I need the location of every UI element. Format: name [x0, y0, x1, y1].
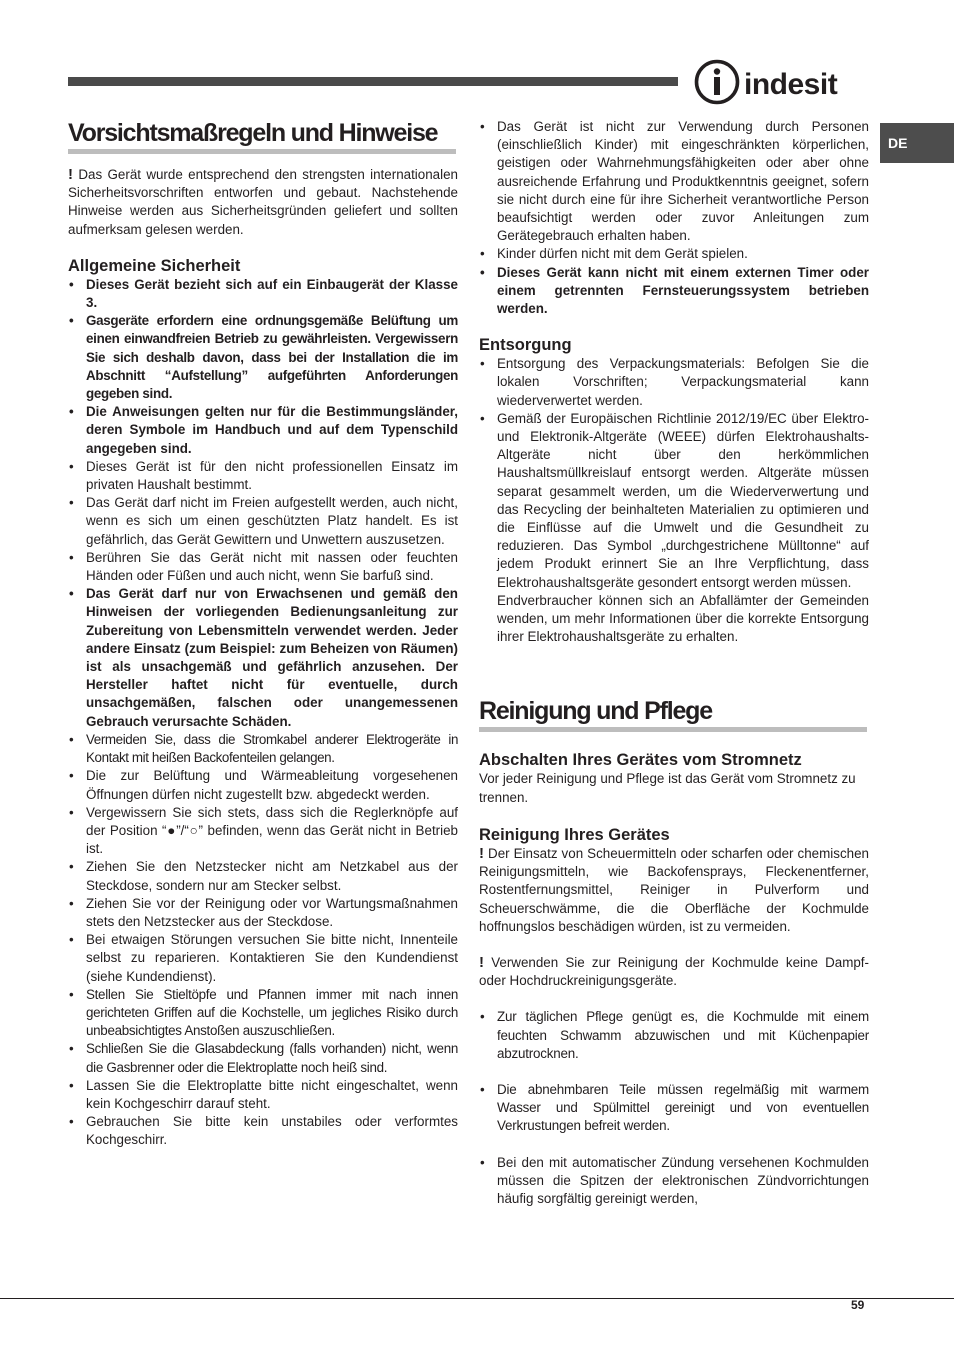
- safety-list: [68, 276, 458, 1150]
- list-item: • Dieses Gerät kann nicht mit einem externen Timer oder einem getrennten Fernsteuerungssystem betrieben werden.: [479, 264, 869, 319]
- list-item: • Gebrauchen Sie bitte kein unstabiles oder verformtes Kochgeschirr.: [68, 1113, 458, 1149]
- list-item: • Lassen Sie die Elektroplatte bitte nicht eingeschaltet, wenn kein Kochgeschirr darauf steht.: [68, 1077, 458, 1113]
- list-item: • Die Anweisungen gelten nur für die Bestimmungsländer, deren Symbole im Handbuch und auf dem Typenschild angegeben sind.: [68, 403, 458, 458]
- disposal-note: Endverbraucher können sich an Abfallämter der Gemeinden wenden, um mehr Informationen über die korrekte Entsorgung ihrer Elektrohaushaltsgeräte zu erhalten.: [497, 592, 869, 645]
- list-item: • Bei etwaigen Störungen versuchen Sie bitte nicht, Innenteile selbst zu reparieren. Kontaktieren Sie den Kundendienst (siehe Kundendienst).: [68, 931, 458, 986]
- footer-rule: [0, 1298, 954, 1299]
- intro-text: Das Gerät wurde entsprechend den strengsten internationalen Sicherheitsvorschriften entworfen und gebaut. Nachstehende Hinweise werden aus Sicherheitsgründen geliefert und sollten aufmerksam gelesen werden.: [68, 167, 458, 237]
- list-item: • Das Gerät ist nicht zur Verwendung durch Personen (einschließlich Kinder) mit eingeschränkten körperlichen, geistigen oder Wahrnehmungsfähigkeiten oder aber ohne ausreichende Erfahrung und Produktkenntnis geeignet, sofern sie nicht durch eine für ihre Sicherheit verantwortliche Person beaufsichtigt werden oder zuvor Anleitungen zum Gerätegebrauch erhalten haben.: [479, 118, 869, 245]
- list-item: • Dieses Gerät ist für den nicht professionellen Einsatz im privaten Haushalt bestimmt.: [68, 458, 458, 494]
- section-title-cleaning: Reinigung Ihres Gerätes: [479, 825, 670, 844]
- section-title-disposal: Entsorgung: [479, 336, 572, 355]
- header-rule: [68, 77, 678, 86]
- list-item: • Ziehen Sie den Netzstecker nicht am Netzkabel aus der Steckdose, sondern nur am Stecker selbst.: [68, 858, 458, 894]
- list-item: • Das Gerät darf nicht im Freien aufgestellt werden, auch nicht, wenn es sich um einen geschützten Platz handelt. Es ist gefährlich, das Gerät Gewittern und Unwettern auszusetzen.: [68, 494, 458, 549]
- list-item: • Zur täglichen Pflege genügt es, die Kochmulde mit einem feuchten Schwamm abzuwischen und mit Küchenpapier abzutrocknen.: [479, 1008, 869, 1063]
- care-list: [479, 1008, 869, 1208]
- warning-mark: !: [68, 166, 73, 183]
- list-item: • Berühren Sie das Gerät nicht mit nassen oder feuchten Händen oder Füßen und auch nicht, wenn Sie barfuß sind.: [68, 549, 458, 585]
- list-item: • Gemäß der Europäischen Richtlinie 2012/19/EC über Elektro- und Elektronik-Altgeräte (WEEE) dürfen Elektrohaushalts-Altgeräte nicht über den herkömmlichen Haushaltsmüllkreislauf entsorgt werden. Altgeräte müssen separat gesammelt werden, um die Wiederverwertung und das Recycling der beinhalteten Materialien zu optimieren und die Einflüsse auf die Umwelt und die Gesundheit zu reduzieren. Das Symbol „durchgestrichene Mülltonne“ auf jedem Produkt erinnert Sie an Ihre Verpflichtung, dass Elektrohaushaltsgeräte gesondert entsorgt werden müssen.: [479, 410, 869, 592]
- indesit-logo: [694, 58, 870, 106]
- list-item: • Schließen Sie die Glasabdeckung (falls vorhanden) nicht, wenn die Gasbrenner oder die Elektroplatte noch heiß sind.: [68, 1040, 458, 1076]
- section-title-general-safety: Allgemeine Sicherheit: [68, 256, 241, 275]
- svg-text:indesit: indesit: [744, 68, 838, 101]
- section-title-cleaning-care: Reinigung und Pflege: [479, 696, 867, 732]
- list-item: • Vermeiden Sie, dass die Stromkabel anderer Elektrogeräte in Kontakt mit heißen Backofenteilen gelangen.: [68, 731, 458, 767]
- list-item: • Entsorgung des Verpackungsmaterials: Befolgen Sie die lokalen Vorschriften; Verpackungsmaterial kann wiederverwertet werden.: [479, 355, 869, 410]
- list-item: • Bei den mit automatischer Zündung versehenen Kochmulden müssen die Spitzen der elektronischen Zündvorrichtungen häufig sorgfältig gereinigt werden,: [479, 1154, 869, 1209]
- page-title: Vorsichtsmaßregeln und Hinweise: [68, 118, 456, 154]
- list-item: • Dieses Gerät bezieht sich auf ein Einbaugerät der Klasse 3.: [68, 276, 458, 312]
- list-item: • Vergewissern Sie sich stets, dass sich die Reglerknöpfe auf der Position “●”/“○” befinden, wenn das Gerät nicht in Betrieb ist.: [68, 804, 458, 859]
- section-title-disconnect: Abschalten Ihres Gerätes vom Stromnetz: [479, 751, 802, 770]
- list-item: • Kinder dürfen nicht mit dem Gerät spielen.: [479, 245, 869, 263]
- warning-paragraph: [479, 954, 869, 990]
- list-item: • Das Gerät darf nur von Erwachsenen und gemäß den Hinweisen der vorliegenden Bedienungsanleitung zur Zubereitung von Lebensmitteln verwendet werden. Jeder andere Einsatz (zum Beispiel: zum Beheizen von Räumen) ist als unsachgemäß und gefährlich anzusehen. Der Hersteller haftet nicht für eventuelle, durch unsachgemäßen, falschen oder unangemessenen Gebrauch verursachte Schäden.: [68, 585, 458, 731]
- list-item: • Stellen Sie Stieltöpfe und Pfannen immer mit nach innen gerichteten Griffen auf die Kochstelle, um jegliches Risiko durch unbeabsichtigtes Anstoßen auszuschließen.: [68, 986, 458, 1041]
- warning-text: Der Einsatz von Scheuermitteln oder scharfen oder chemischen Reinigungsmitteln, wie Backofensprays, Fleckenentferner, Rostentfernungsmittel, Reiniger in Pulverform und Scheuerschwämme, die die Oberfläche der Kochmulde hoffnungslos beschädigen würden, ist zu vermeiden.: [479, 845, 869, 934]
- disconnect-text: Vor jeder Reinigung und Pflege ist das Gerät vom Stromnetz zu trennen.: [479, 771, 856, 805]
- left-column: [68, 118, 458, 1150]
- list-item: • Die abnehmbaren Teile müssen regelmäßig mit warmem Wasser und Spülmittel gereinigt und von eventuellen Verkrustungen befreit werden.: [479, 1081, 869, 1136]
- right-column: [479, 118, 869, 1208]
- page-number: 59: [851, 1298, 865, 1312]
- safety-list-continued: [479, 118, 869, 318]
- warning-paragraph: [479, 845, 869, 936]
- warning-text: Verwenden Sie zur Reinigung der Kochmulde keine Dampf- oder Hochdruckreinigungsgeräte.: [479, 954, 869, 989]
- language-tab: DE: [880, 123, 954, 163]
- list-item: • Gasgeräte erfordern eine ordnungsgemäße Belüftung um einen einwandfreien Betrieb zu gewährleisten. Vergewissern Sie sich deshalb davon, dass bei der Installation die im Abschnitt “Aufstellung” aufgeführten Anforderungen gegeben sind.: [68, 312, 458, 403]
- warning-mark: !: [479, 953, 484, 971]
- list-item: • Die zur Belüftung und Wärmeableitung vorgesehenen Öffnungen dürfen nicht zugestellt bzw. abgedeckt werden.: [68, 767, 458, 803]
- disposal-list: [479, 355, 869, 592]
- intro-paragraph: [68, 166, 458, 239]
- list-item: • Ziehen Sie vor der Reinigung oder vor Wartungsmaßnahmen stets den Netzstecker aus der Steckdose.: [68, 895, 458, 931]
- warning-mark: !: [479, 844, 484, 862]
